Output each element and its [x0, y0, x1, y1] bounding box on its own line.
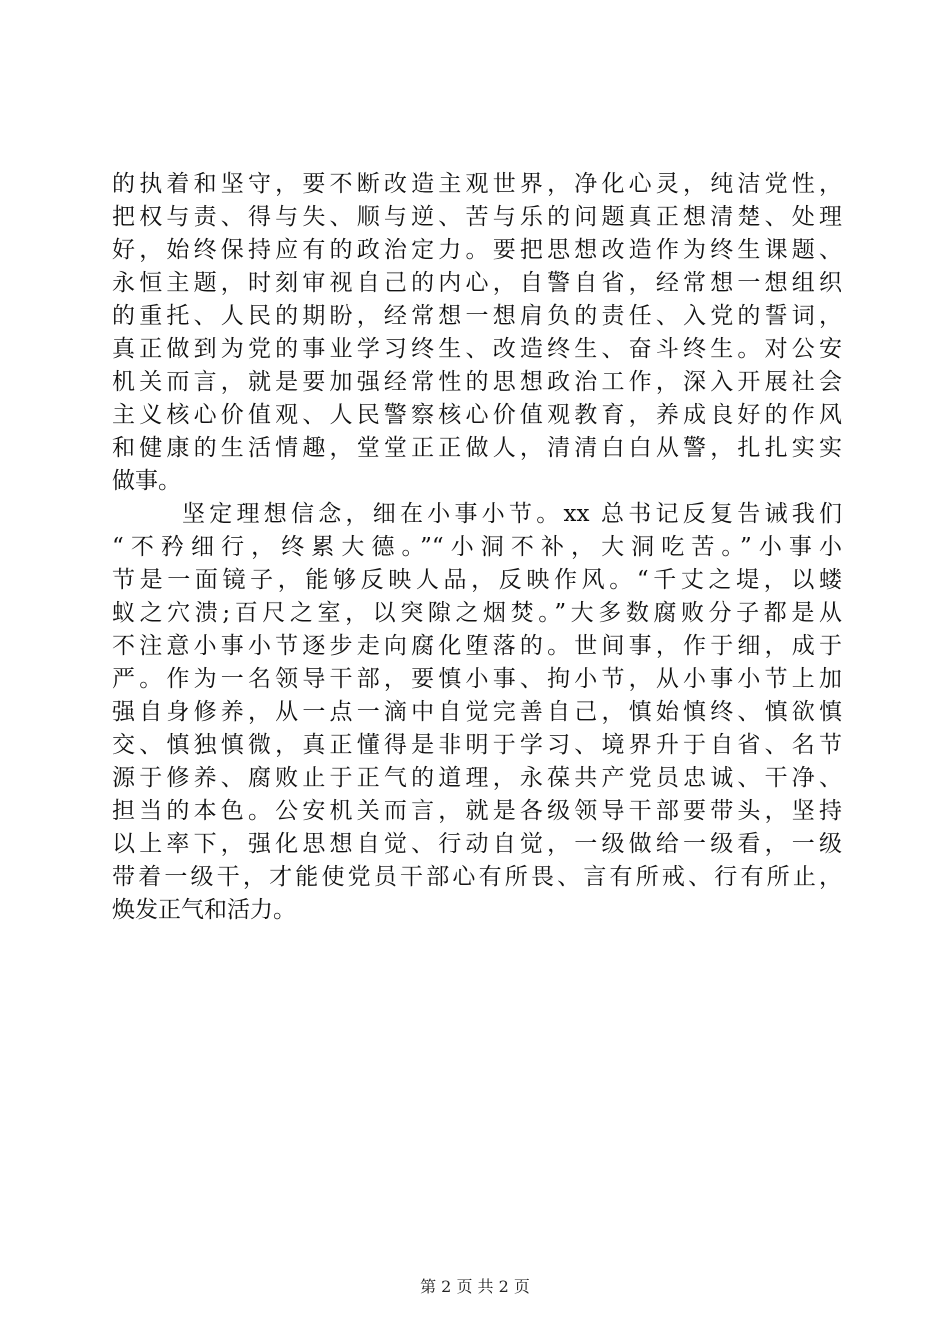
text-line: 不注意小事小节逐步走向腐化堕落的。世间事，作于细，成于: [112, 633, 842, 659]
text-line: 把权与责、得与失、顺与逆、苦与乐的问题真正想清楚、处理: [112, 204, 842, 230]
text-line: 做事。: [112, 468, 181, 494]
text-line: 蚁之穴溃;百尺之室，以突隙之烟焚。”大多数腐败分子都是从: [112, 600, 842, 626]
text-line: 以上率下，强化思想自觉、行动自觉，一级做给一级看，一级: [112, 831, 842, 857]
text-line: 节是一面镜子，能够反映人品，反映作风。“千丈之堤，以蝼: [112, 567, 842, 593]
text-line: 强自身修养，从一点一滴中自觉完善自己，慎始慎终、慎欲慎: [112, 699, 842, 725]
document-body: [112, 168, 842, 927]
text-line: 好，始终保持应有的政治定力。要把思想改造作为终生课题、: [112, 237, 842, 263]
page-number-label: 第 2 页 共 2 页: [420, 1277, 530, 1296]
text-line: “不矜细行，终累大德。”“小洞不补，大洞吃苦。”小事小: [112, 534, 842, 560]
text-line: 严。作为一名领导干部，要慎小事、拘小节，从小事小节上加: [112, 666, 842, 692]
text-line: 带着一级干，才能使党员干部心有所畏、言有所戒、行有所止，: [112, 864, 842, 890]
paragraph-first-line: 坚定理想信念，细在小事小节。xx 总书记反复告诫我们: [182, 501, 842, 527]
text-line: 的重托、人民的期盼，经常想一想肩负的责任、入党的誓词，: [112, 303, 842, 329]
text-line: 主义核心价值观、人民警察核心价值观教育，养成良好的作风: [112, 402, 842, 428]
text-line: 焕发正气和活力。: [112, 897, 296, 923]
text-line: 永恒主题，时刻审视自己的内心，自警自省，经常想一想组织: [112, 270, 842, 296]
text-line: 担当的本色。公安机关而言，就是各级领导干部要带头，坚持: [112, 798, 842, 824]
text-line: 真正做到为党的事业学习终生、改造终生、奋斗终生。对公安: [112, 336, 842, 362]
text-line: 机关而言，就是要加强经常性的思想政治工作，深入开展社会: [112, 369, 842, 395]
text-line: 交、慎独慎微，真正懂得是非明于学习、境界升于自省、名节: [112, 732, 842, 758]
text-line: 的执着和坚守，要不断改造主观世界，净化心灵，纯洁党性，: [112, 171, 842, 197]
page-footer: [0, 1277, 950, 1297]
text-line: 源于修养、腐败止于正气的道理，永葆共产党员忠诚、干净、: [112, 765, 842, 791]
text-line: 和健康的生活情趣，堂堂正正做人，清清白白从警，扎扎实实: [112, 435, 842, 461]
